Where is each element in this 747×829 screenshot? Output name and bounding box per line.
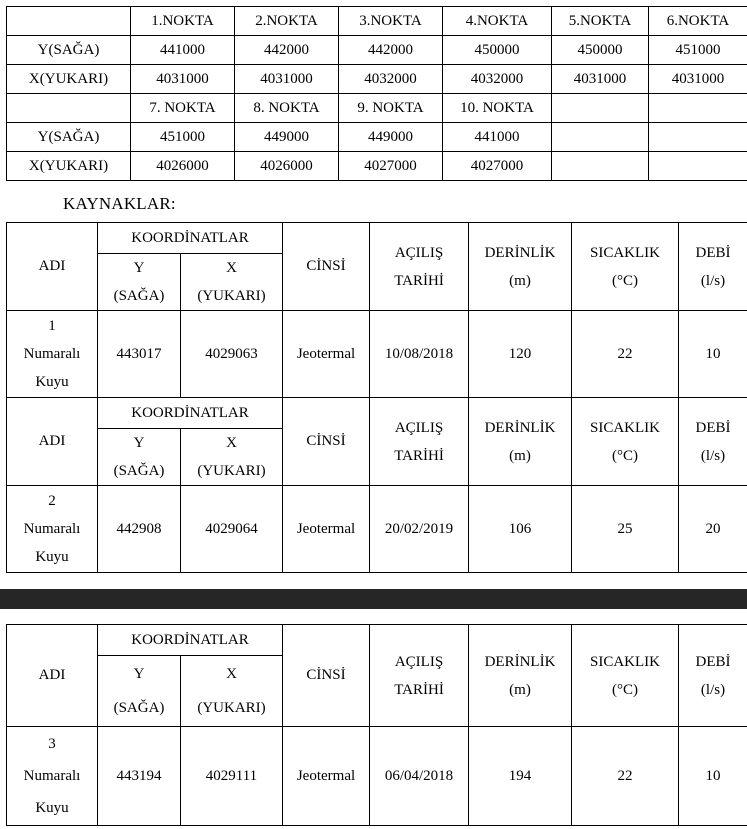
x-value: 4027000: [339, 152, 443, 181]
well-x: 4029111: [181, 727, 283, 826]
y-value: 442000: [339, 36, 443, 65]
well-number: 3: [48, 736, 56, 752]
point-header: 1.NOKTA: [131, 7, 235, 36]
sicaklik-header-line2: (°C): [612, 447, 638, 464]
well-row: [7, 486, 747, 573]
well-name-line2: Numaralı: [23, 768, 81, 784]
debi-header: [679, 223, 747, 311]
debi-header-line2: (l/s): [700, 447, 726, 464]
y-header-line1: Y: [133, 435, 145, 451]
acilis-header-line2: TARİHİ: [394, 447, 444, 464]
sources-header-row: [7, 223, 747, 254]
x-value: 4031000: [235, 65, 339, 94]
derinlik-header-line1: DERİNLİK: [484, 653, 556, 670]
point-header: 9. NOKTA: [339, 94, 443, 123]
y-header-line1: Y: [133, 666, 145, 682]
x-header-line1: X: [226, 666, 237, 682]
x-value: 4027000: [443, 152, 552, 181]
debi-header-line2: (l/s): [700, 272, 726, 289]
well-number: 2: [48, 493, 56, 509]
empty-cell: [552, 152, 649, 181]
y-header: [98, 254, 181, 311]
point-header: 8. NOKTA: [235, 94, 339, 123]
debi-header-line1: DEBİ: [695, 653, 731, 670]
y-value: 441000: [131, 36, 235, 65]
derinlik-header: [469, 398, 572, 486]
acilis-header: [370, 223, 469, 311]
well-row: [7, 727, 747, 826]
acilis-header-line2: TARİHİ: [394, 272, 444, 289]
derinlik-header: [469, 223, 572, 311]
sources-table: [6, 222, 747, 573]
point-header: 2.NOKTA: [235, 7, 339, 36]
x-label: X(YUKARI): [7, 152, 131, 181]
sicaklik-header-line1: SICAKLIK: [590, 244, 660, 261]
well-number: 1: [48, 318, 56, 334]
coordinates-header: KOORDİNATLAR: [98, 223, 283, 254]
x-value: 4026000: [235, 152, 339, 181]
cinsi-header: CİNSİ: [283, 223, 370, 311]
acilis-header: [370, 398, 469, 486]
well-name-line3: Kuyu: [35, 549, 69, 565]
point-header: 10. NOKTA: [443, 94, 552, 123]
x-header-line2: (YUKARI): [197, 288, 266, 304]
empty-cell: [7, 7, 131, 36]
y-header-line2: (SAĞA): [113, 463, 165, 479]
well-type: Jeotermal: [283, 311, 370, 398]
sources-header-row: [7, 398, 747, 429]
sicaklik-header-line1: SICAKLIK: [590, 653, 660, 670]
point-header: 3.NOKTA: [339, 7, 443, 36]
well-y: 442908: [98, 486, 181, 573]
well-flow: 20: [679, 486, 747, 573]
well-date: 06/04/2018: [370, 727, 469, 826]
derinlik-header-line1: DERİNLİK: [484, 244, 556, 261]
sicaklik-header-line2: (°C): [612, 272, 638, 289]
y-value: 451000: [131, 123, 235, 152]
sicaklik-header: [572, 625, 679, 727]
point-header: 6.NOKTA: [649, 7, 747, 36]
empty-cell: [552, 123, 649, 152]
coords-header-row-1: [7, 7, 747, 36]
well-depth: 106: [469, 486, 572, 573]
sicaklik-header: [572, 398, 679, 486]
acilis-header: [370, 625, 469, 727]
x-header: [181, 254, 283, 311]
y-value: 451000: [649, 36, 747, 65]
cinsi-header: CİNSİ: [283, 625, 370, 727]
debi-header-line2: (l/s): [700, 681, 726, 698]
empty-cell: [649, 152, 747, 181]
empty-cell: [7, 94, 131, 123]
derinlik-header-line2: (m): [509, 447, 531, 464]
point-header: 7. NOKTA: [131, 94, 235, 123]
coordinates-header: KOORDİNATLAR: [98, 625, 283, 656]
empty-cell: [649, 123, 747, 152]
x-value: 4026000: [131, 152, 235, 181]
y-header: [98, 429, 181, 486]
y-label: Y(SAĞA): [7, 123, 131, 152]
coords-header-row-2: [7, 94, 747, 123]
cinsi-header: CİNSİ: [283, 398, 370, 486]
y-value: 449000: [235, 123, 339, 152]
x-value: 4031000: [649, 65, 747, 94]
well-x: 4029064: [181, 486, 283, 573]
well-temperature: 22: [572, 311, 679, 398]
y-label: Y(SAĞA): [7, 36, 131, 65]
derinlik-header: [469, 625, 572, 727]
x-header-line2: (YUKARI): [197, 700, 266, 716]
acilis-header-line2: TARİHİ: [394, 681, 444, 698]
coordinates-header: KOORDİNATLAR: [98, 398, 283, 429]
x-value: 4032000: [443, 65, 552, 94]
adi-header: ADI: [7, 398, 98, 486]
well-name-line2: Numaralı: [23, 346, 81, 362]
debi-header: [679, 398, 747, 486]
y-value: 442000: [235, 36, 339, 65]
acilis-header-line1: AÇILIŞ: [394, 419, 444, 436]
well-name-line2: Numaralı: [23, 521, 81, 537]
empty-cell: [552, 94, 649, 123]
coordinates-table: [6, 6, 747, 181]
derinlik-header-line2: (m): [509, 272, 531, 289]
empty-cell: [649, 94, 747, 123]
y-value: 441000: [443, 123, 552, 152]
y-header-line1: Y: [133, 260, 145, 276]
adi-header: ADI: [7, 625, 98, 727]
well-x: 4029063: [181, 311, 283, 398]
well-y: 443194: [98, 727, 181, 826]
coords-x-row-1: [7, 65, 747, 94]
x-value: 4032000: [339, 65, 443, 94]
derinlik-header-line1: DERİNLİK: [484, 419, 556, 436]
well-flow: 10: [679, 311, 747, 398]
adi-header: ADI: [7, 223, 98, 311]
coords-y-row-1: [7, 36, 747, 65]
coords-y-row-2: [7, 123, 747, 152]
well-temperature: 22: [572, 727, 679, 826]
well-y: 443017: [98, 311, 181, 398]
sicaklik-header-line2: (°C): [612, 681, 638, 698]
y-value: 450000: [443, 36, 552, 65]
y-value: 450000: [552, 36, 649, 65]
well-date: 20/02/2019: [370, 486, 469, 573]
x-header: [181, 656, 283, 727]
well-name-line3: Kuyu: [35, 800, 69, 816]
coords-x-row-2: [7, 152, 747, 181]
sources-caption: KAYNAKLAR:: [63, 194, 176, 213]
x-value: 4031000: [131, 65, 235, 94]
well-name: [7, 311, 98, 398]
well-flow: 10: [679, 727, 747, 826]
x-header-line1: X: [226, 260, 237, 276]
y-header-line2: (SAĞA): [113, 288, 165, 304]
sicaklik-header-line1: SICAKLIK: [590, 419, 660, 436]
sicaklik-header: [572, 223, 679, 311]
y-header-line2: (SAĞA): [113, 700, 165, 716]
derinlik-header-line2: (m): [509, 681, 531, 698]
debi-header: [679, 625, 747, 727]
well-name: [7, 727, 98, 826]
sources-table: [6, 624, 747, 826]
well-type: Jeotermal: [283, 486, 370, 573]
x-header: [181, 429, 283, 486]
well-depth: 194: [469, 727, 572, 826]
x-header-line1: X: [226, 435, 237, 451]
point-header: 5.NOKTA: [552, 7, 649, 36]
y-value: 449000: [339, 123, 443, 152]
x-label: X(YUKARI): [7, 65, 131, 94]
debi-header-line1: DEBİ: [695, 419, 731, 436]
debi-header-line1: DEBİ: [695, 244, 731, 261]
well-date: 10/08/2018: [370, 311, 469, 398]
sources-header-row: [7, 625, 747, 656]
page-break-band: [0, 589, 747, 609]
well-row: [7, 311, 747, 398]
well-temperature: 25: [572, 486, 679, 573]
well-depth: 120: [469, 311, 572, 398]
acilis-header-line1: AÇILIŞ: [394, 653, 444, 670]
x-header-line2: (YUKARI): [197, 463, 266, 479]
well-name: [7, 486, 98, 573]
well-name-line3: Kuyu: [35, 374, 69, 390]
y-header: [98, 656, 181, 727]
well-type: Jeotermal: [283, 727, 370, 826]
acilis-header-line1: AÇILIŞ: [394, 244, 444, 261]
point-header: 4.NOKTA: [443, 7, 552, 36]
x-value: 4031000: [552, 65, 649, 94]
